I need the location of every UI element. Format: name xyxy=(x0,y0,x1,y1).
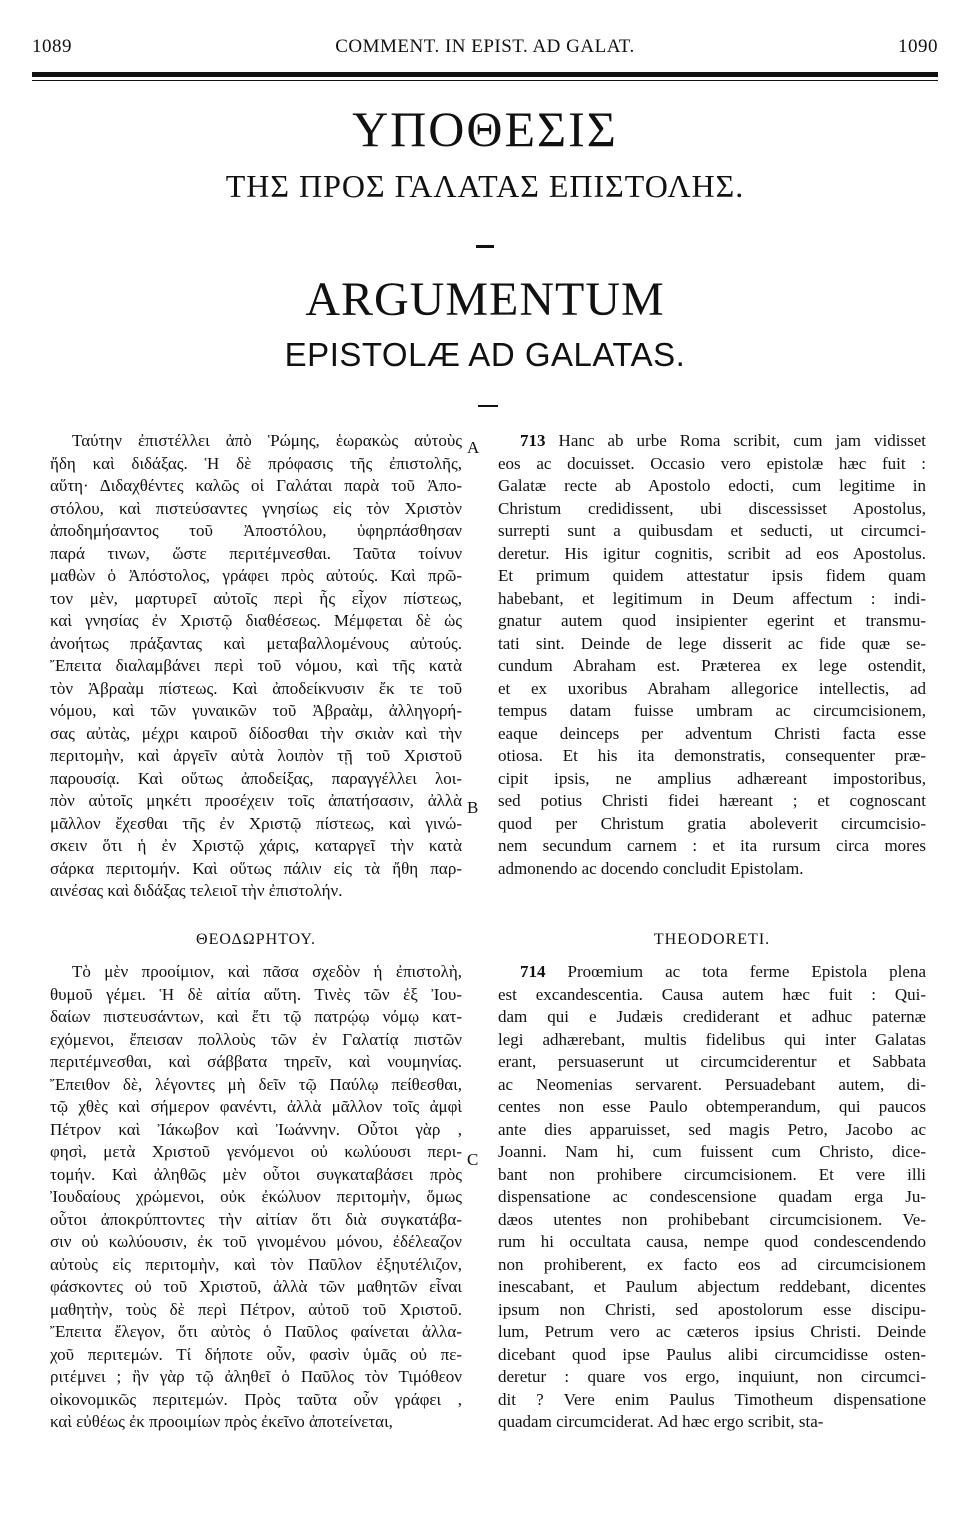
text-line: quod per Christum gratia aboleverit circumcisio- xyxy=(498,813,926,833)
text-line: otiosa. Et his ita demonstratis, consequenter præ- xyxy=(498,746,926,765)
text-line: σιν οὐ κωλύουσιν, ἐκ τοῦ γινομένου μόνου, ἐδέλεαζον xyxy=(50,1232,462,1251)
text-line: ἀποδημήσαντος τοῦ Ἀποστόλου, ὑφηρπάσθησαν xyxy=(50,521,462,540)
text-line: Ἰουδαίους χρώμενοι, οὐκ ἐκώλυον περιτομὴν, ὅμως xyxy=(50,1187,462,1206)
latin-title: ARGUMENTUM xyxy=(305,273,665,326)
text-line: deretur : quare vos ergo, inquiunt, non circumci- xyxy=(498,1367,926,1386)
header-rule-thick xyxy=(32,72,938,77)
text-line: ἤδη καὶ διδάξας. Ἡ δὲ πρόφασις τῆς ἐπιστολῆς, xyxy=(50,453,462,473)
margin-mark-a: A xyxy=(467,438,480,457)
text-line: habebant, et legitimum in Deum affectum : indi- xyxy=(498,588,926,608)
text-line: eaque deinceps per adventum Christi facta esse xyxy=(498,723,926,743)
text-line: φάσκοντες οὐ τοῦ Χριστοῦ, ἀλλὰ τῶν μαθητῶν εἶναι xyxy=(50,1277,462,1296)
text-line: surrepti sunt a quibusdam et seducti, ut circumci- xyxy=(498,521,926,540)
text-line: σκειν ὅτι ἡ ἐν Χριστῷ χάρις, καταργεῖ τὴν κατὰ xyxy=(50,836,462,855)
text-line: πὸν αὐτοῖς μηκέτι προσέχειν τοῖς ἀπατήσασιν, ἀλλὰ xyxy=(50,791,462,810)
text-line: 714 Proœmium ac tota ferme Epistola plena xyxy=(520,962,926,981)
text-line: ἀνοήτως πράξαντας καὶ μεταβαλλομένους αὐτούς. xyxy=(50,633,462,653)
text-line: Ἔπειτα διαλαμβάνει περὶ τοῦ νόμου, καὶ τῆς κατὰ xyxy=(50,656,462,675)
running-title: COMMENT. IN EPIST. AD GALAT. xyxy=(335,36,635,57)
text-line: περιτέμνεσθαι, καὶ σάββατα τηρεῖν, καὶ νουμηνίας. xyxy=(50,1052,462,1071)
text-line: μαθητὴν, τοὺς δὲ περὶ Πέτρον, αὐτοῦ τοῦ Χριστοῦ. xyxy=(50,1299,462,1319)
text-line: χοῦ περιτεμών. Τί δήποτε οὖν, φασὶν ὑμᾶς οὐ πε- xyxy=(50,1344,462,1364)
text-line: legi adhærebant, multis fidelibus qui inter Galatas xyxy=(498,1029,926,1049)
text-line: Galatæ recte ab Apostolo edocti, cum legitime in xyxy=(498,476,926,495)
text-line: admonendo ac docendo concludit Epistolam. xyxy=(498,858,804,878)
latin-section-heading: THEODORETI. xyxy=(653,931,771,948)
text-line: erant, persuaserunt ut circumciderentur et Sabbata xyxy=(498,1052,926,1071)
text-line: οὗτοι ἀποκρύπτοντες τὴν αἰτίαν ὅτι διὰ συγκατάβα- xyxy=(50,1209,462,1229)
text-line: centes non esse Paulo obtemperandum, qui paucos xyxy=(498,1097,926,1116)
text-line: dam qui e Judæis crediderant et adhuc paternæ xyxy=(498,1007,926,1026)
text-line: δαίων πιστευσάντων, καὶ ἔτι τῷ πατρῴῳ νόμῳ κατ- xyxy=(50,1007,462,1026)
text-line: quadam circumciderat. Ad hæc ergo scribit, sta- xyxy=(498,1412,824,1431)
text-line: dit ? Vere enim Paulus Timotheum dispensatione xyxy=(498,1389,926,1409)
text-line: ante dies apparuisset, sed magis Petro, Jacobo ac xyxy=(498,1119,926,1139)
text-line: στόλου, καὶ πιστεύσαντες γνησίως εἰς τὸν Χριστὸν xyxy=(50,498,462,518)
title-divider xyxy=(476,245,494,248)
text-line: dicebant quod ipse Paulus alibi circumcidisse osten- xyxy=(498,1344,926,1364)
text-line: Πέτρον καὶ Ἰάκωβον καὶ Ἰωάννην. Οὗτοι γὰρ , xyxy=(50,1119,462,1139)
text-line: eos ac docuisset. Occasio vero epistolæ hæc fuit : xyxy=(498,453,926,473)
text-line: τομήν. Καὶ ἀληθῶς μὲν οὗτοι συγκαταβάσει πρὸς xyxy=(50,1164,462,1184)
text-line: σας αὐτὰς, μέχρι καιροῦ δίδοσθαι τὴν σκιὰν καὶ τὴν xyxy=(50,723,462,743)
latin-subtitle: EPISTOLÆ AD GALATAS. xyxy=(284,336,686,373)
text-line: σάρκα περιτομήν. Καὶ οὕτως πάλιν εἰς τὰ ἤθη παρ- xyxy=(50,858,462,878)
text-line: εχόμενοι, ἔπεισαν πολλοὺς τῶν ἐν Γαλατίᾳ πιστῶν xyxy=(50,1029,462,1049)
greek-title: ΥΠΟΘΕΣΙΣ xyxy=(352,101,618,157)
text-line: νόμου, καὶ τῶν γυναικῶν τοῦ Ἀβραὰμ, ἀλληγορή- xyxy=(50,701,462,720)
greek-column-argument xyxy=(50,430,462,903)
text-line: ac Neomenias servarent. Persuadebant autem, di- xyxy=(498,1074,926,1094)
text-line: 713 Hanc ab urbe Roma scribit, cum jam vidisset xyxy=(520,431,926,450)
text-line: Joanni. Nam hi, cum fuissent cum Christo, dice- xyxy=(498,1142,926,1161)
text-line: ipsum non Christi, sed apostolorum esse discipu- xyxy=(498,1299,926,1319)
greek-column-theodoret xyxy=(50,961,462,1434)
margin-mark-c: C xyxy=(467,1150,479,1169)
text-line: Ἔπειτα ἔλεγον, ὅτι αὐτὸς ὁ Παῦλος φαίνεται ἀλλα- xyxy=(50,1322,462,1341)
text-line: lum, Petrum vero ac cæteros ipsius Christi. Deinde xyxy=(498,1322,926,1341)
text-line: φησὶ, μετὰ Χριστοῦ γενόμενοι οὐ κωλύουσι περι- xyxy=(50,1142,462,1161)
text-line: παρά τινων, ὥστε περιτέμνεσθαι. Ταῦτα τοίνυν xyxy=(50,543,462,563)
text-line: καὶ εὐθέως ἐκ προοιμίων πρὸς ἐκεῖνο ἀποτείνεται, xyxy=(50,1412,393,1431)
text-line: Τὸ μὲν προοίμιον, καὶ πᾶσα σχεδὸν ἡ ἐπιστολὴ, xyxy=(72,962,462,981)
latin-column-theodoret xyxy=(498,961,926,1434)
text-line: bant non prohibere circumcisionem. Et vere illi xyxy=(498,1164,926,1184)
latin-column-argument xyxy=(498,430,926,880)
text-line: deretur. His igitur cognitis, scribit ad eos Apostolus. xyxy=(498,543,926,563)
text-line: gnatur autem quod insipienter egerint et transmu- xyxy=(498,611,926,630)
margin-mark-b: B xyxy=(467,798,479,817)
page-number-left: 1089 xyxy=(32,36,72,57)
text-line: cundum Abraham est. Præterea ex lege ostendit, xyxy=(498,656,926,675)
text-line: Ἔπειθον δὲ, λέγοντες μὴ δεῖν τῷ Παύλῳ πείθεσθαι, xyxy=(50,1074,462,1094)
text-line: περιτομὴν, καὶ ἀργεῖν αὐτὰ λοιπὸν τῇ τοῦ Χριστοῦ xyxy=(50,746,462,765)
text-line: dæos utentes non prohibebant circumcisionem. Ve- xyxy=(498,1209,926,1229)
text-line: τον μὲν, μαρτυρεῖ αὐτοῖς περὶ ἧς εἶχον πίστεως, xyxy=(50,588,462,608)
text-line: dispensatione ac condescensione quadam erga Ju- xyxy=(498,1187,926,1206)
text-line: Ταύτην ἐπιστέλλει ἀπὸ Ῥώμης, ἑωρακὼς αὐτοὺς xyxy=(72,431,462,450)
text-line: θυμοῦ γέμει. Ἡ δὲ αἰτία αὕτη. Τινὲς τῶν ἐξ Ἰου- xyxy=(50,984,462,1004)
text-line: cipit ipsis, ne amplius adhæreant impostoribus, xyxy=(498,768,926,788)
text-line: παρουσίᾳ. Καὶ οὕτως ἀποδείξας, παραγγέλλει λοι- xyxy=(50,768,462,788)
text-line: et ex uxoribus Abraham allegorice intellectis, ad xyxy=(498,678,926,698)
section-divider xyxy=(478,405,498,407)
text-line: ριτέμνει ; ἣν γὰρ τῷ ἀληθεῖ ὁ Παῦλος τὸν Τιμόθεον xyxy=(50,1367,462,1386)
running-header xyxy=(32,36,938,64)
text-line: Et primum quidem attestatur ipsis fidem quam xyxy=(498,566,926,585)
text-line: sed potius Christi fidei hæreant ; et cognoscant xyxy=(498,791,926,810)
text-line: nem secundum carnem : et ita rursum circa mores xyxy=(498,836,926,855)
text-line: rum hi occultata causa, nempe quod condescendendo xyxy=(498,1232,926,1251)
greek-section-heading: ΘΕΟΔΩΡΗΤΟΥ. xyxy=(196,931,316,948)
text-line: μᾶλλον ἔχεσθαι τῆς ἐν Χριστῷ πίστεως, καὶ γινώ- xyxy=(50,813,462,833)
text-line: οἰκονομικῶς περιτεμών. Πρὸς ταῦτα οὖν γράφει , xyxy=(50,1389,462,1409)
text-line: non prohiberent, ex facto eos ad circumcisionem xyxy=(498,1254,926,1274)
text-line: αινέσας καὶ διδάξας τελειοῖ τὴν ἐπιστολήν. xyxy=(50,881,343,900)
greek-subtitle: ΤΗΣ ΠΡΟΣ ΓΑΛΑΤΑΣ ΕΠΙΣΤΟΛΗΣ. xyxy=(225,168,745,204)
text-line: tempus datam fuisse umbram ac circumcisionem, xyxy=(498,701,926,720)
paragraph-number: 713 xyxy=(520,431,546,450)
page-number-right: 1090 xyxy=(898,36,938,57)
text-line: αὕτη· Διδαχθέντες καλῶς οἱ Γαλάται παρὰ τοῦ Ἀπο- xyxy=(50,476,462,495)
paragraph-number: 714 xyxy=(520,962,546,981)
text-line: inescabant, et Paulum abjectum reddebant, dicentes xyxy=(498,1277,926,1296)
text-line: est excandescentia. Causa autem hæc fuit : Qui- xyxy=(498,984,926,1004)
text-line: μαθὼν ὁ Ἀπόστολος, γράφει πρὸς αὐτούς. Καὶ πρῶ- xyxy=(50,566,462,585)
text-line: tati sint. Deinde de lege disserit ac fide quæ se- xyxy=(498,633,926,653)
text-line: τῷ χθὲς καὶ σήμερον φανέντι, ἀλλὰ μᾶλλον τοῖς ἀμφὶ xyxy=(50,1097,462,1116)
header-rule-thin xyxy=(32,80,938,81)
text-line: Christum credidissent, ubi discessisset Apostolus, xyxy=(498,498,926,518)
text-line: τὸν Ἀβραὰμ πίστεως. Καὶ ἀποδείκνυσιν ἔκ τε τοῦ xyxy=(50,678,462,698)
text-line: καὶ γνησίας ἐν Χριστῷ διαθέσεως. Μέμφεται δὲ ὡς xyxy=(50,611,462,630)
text-line: αὐτοὺς εἰς περιτομὴν, καὶ τὸν Παῦλον ἐξηυτέλιζον, xyxy=(50,1254,462,1274)
